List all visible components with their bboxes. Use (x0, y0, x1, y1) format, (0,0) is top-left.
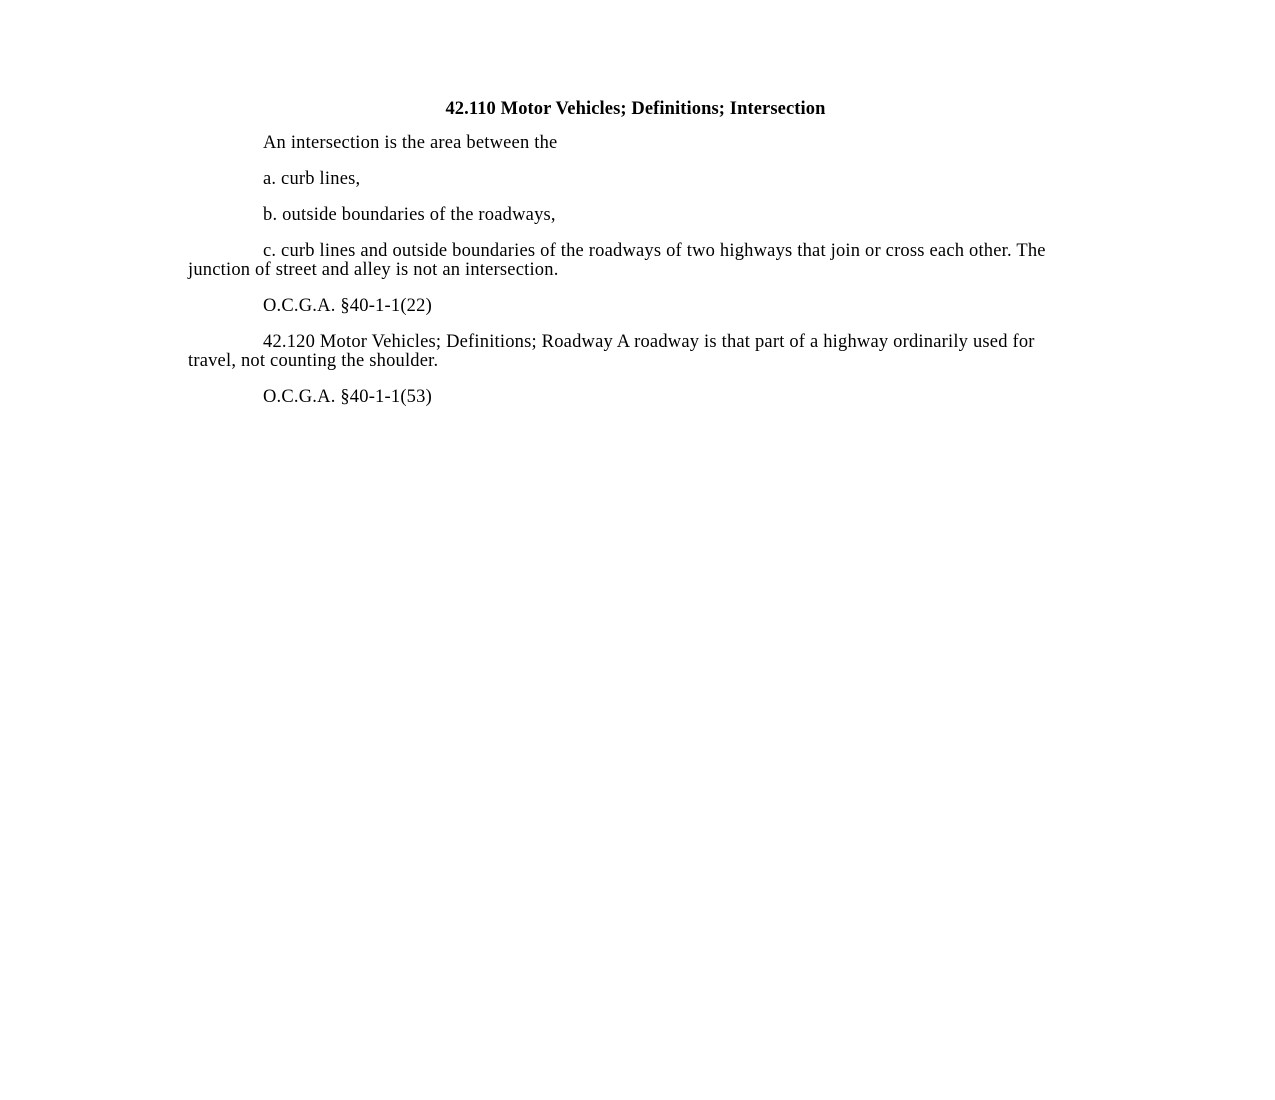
intro-paragraph: An intersection is the area between the (263, 133, 558, 153)
list-item-c: c. curb lines and outside boundaries of the roadways of two highways that join or cross each other. The junction of street and alley is not an intersection. (188, 241, 1046, 280)
citation-53: O.C.G.A. §40-1-1(53) (263, 387, 432, 407)
citation-22: O.C.G.A. §40-1-1(22) (263, 296, 432, 316)
section-title: 42.110 Motor Vehicles; Definitions; Intersection (445, 99, 826, 119)
list-item-a: a. curb lines, (263, 169, 361, 189)
document-page (188, 98, 1083, 424)
roadway-paragraph: 42.120 Motor Vehicles; Definitions; Roadway A roadway is that part of a highway ordinarily used for travel, not counting the shoulder. (188, 332, 1035, 371)
list-item-b: b. outside boundaries of the roadways, (263, 205, 556, 225)
